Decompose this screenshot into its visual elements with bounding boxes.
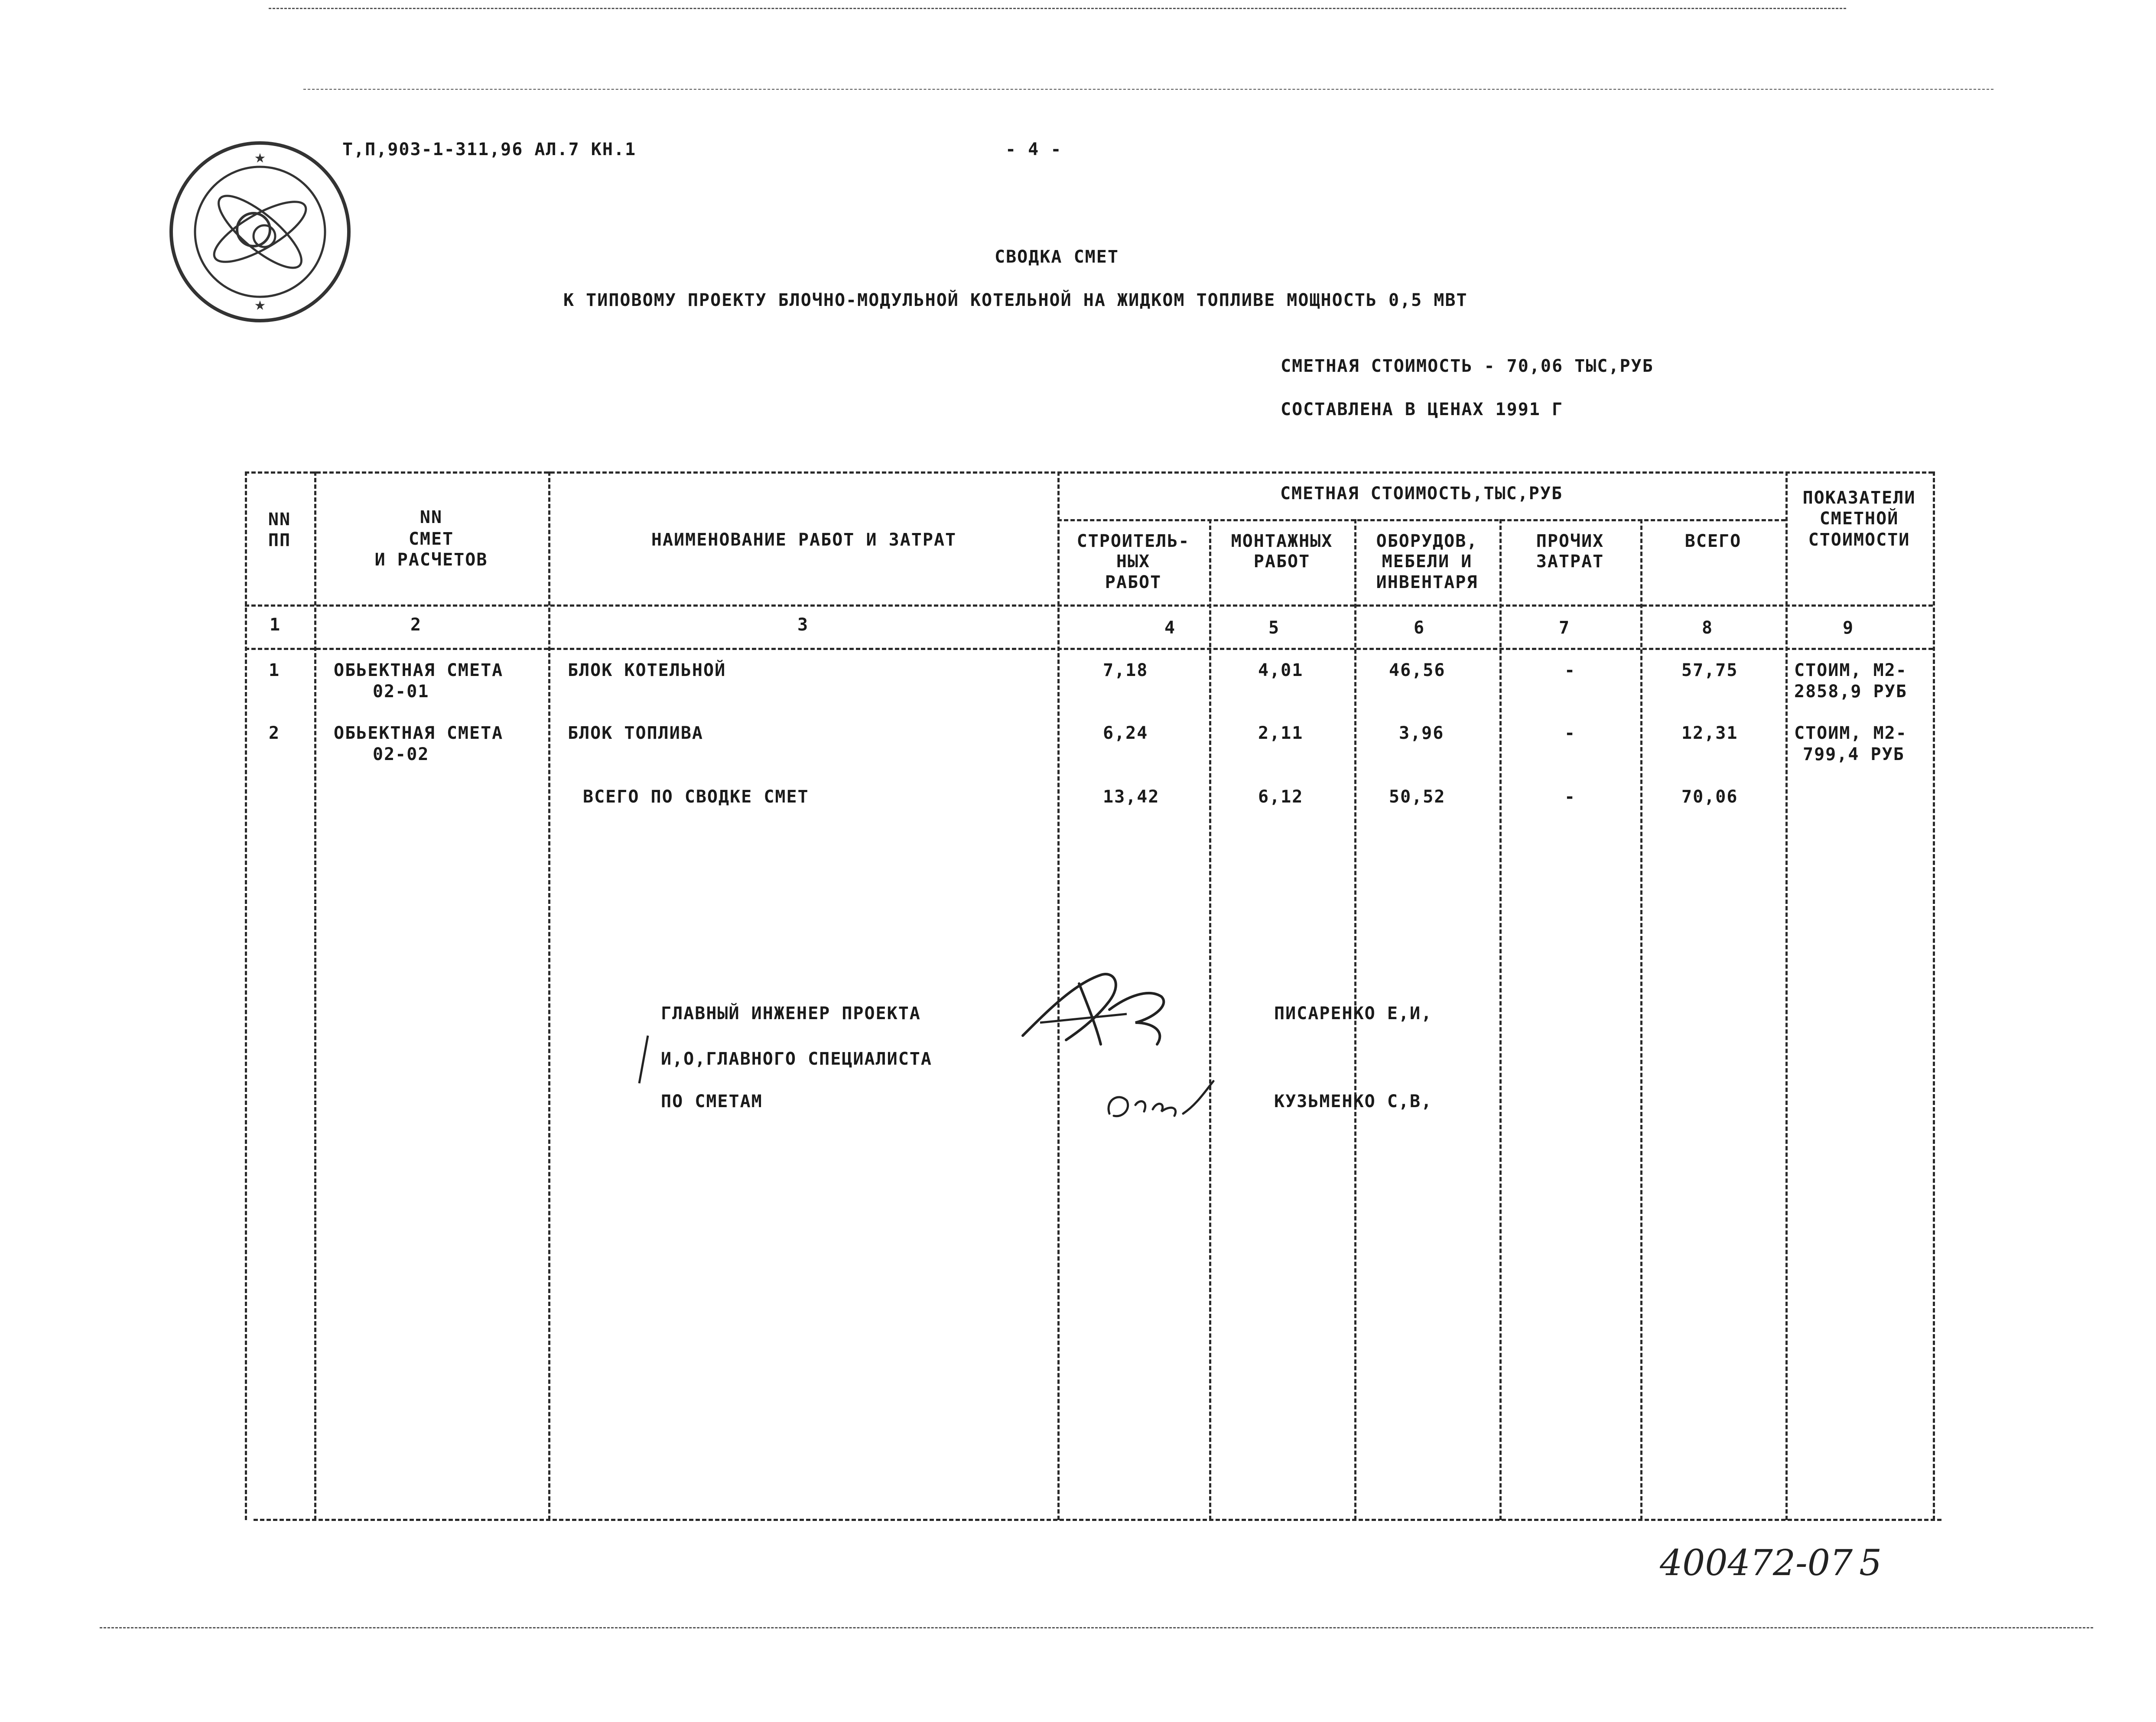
construction-cost: 6,24: [1103, 723, 1148, 743]
col-header-5-line1: МОНТАЖНЫХ: [1231, 531, 1333, 551]
group-header-cost: СМЕТНАЯ СТОИМОСТЬ,ТЫС,РУБ: [1280, 484, 1563, 504]
signature-estimates-specialist: [1101, 1075, 1222, 1135]
price-level-line: СОСТАВЛЕНА В ЦЕНАХ 1991 Г: [1281, 400, 1564, 419]
col-header-7-line1: ПРОЧИХ: [1536, 531, 1604, 551]
indicator-line1: СТОИМ, М2-: [1794, 723, 1907, 743]
estimate-ref-line1: ОБЬЕКТНАЯ СМЕТА: [334, 660, 504, 680]
indicator-line1: СТОИМ, М2-: [1794, 660, 1907, 680]
header-bottom-line: [245, 604, 1933, 607]
estimated-cost-line: СМЕТНАЯ СТОИМОСТЬ - 70,06 ТЫС,РУБ: [1281, 356, 1654, 376]
col-header-2-line1: NN: [419, 507, 443, 527]
work-name: БЛОК КОТЕЛЬНОЙ: [568, 660, 726, 680]
group-header-divider: [1057, 519, 1785, 521]
col-line-0: [245, 471, 247, 1520]
other-cost: -: [1564, 723, 1576, 743]
construction-cost: 7,18: [1103, 660, 1148, 680]
signature-chief-engineer: [1014, 958, 1187, 1057]
summary-installation-cost: 6,12: [1258, 787, 1304, 807]
other-cost: -: [1564, 660, 1576, 680]
table-border-top: [245, 471, 1933, 474]
summary-other-cost: -: [1564, 787, 1576, 807]
summary-construction-cost: 13,42: [1103, 787, 1160, 807]
work-name: БЛОК ТОПЛИВА: [568, 723, 703, 743]
indicator-line2: 799,4 РУБ: [1803, 744, 1905, 764]
signatory-role-estimates-line1: И,О,ГЛАВНОГО СПЕЦИАЛИСТА: [661, 1049, 932, 1069]
col-header-9-line3: СТОИМОСТИ: [1808, 530, 1910, 550]
col-header-9-line2: СМЕТНОЙ: [1819, 509, 1899, 529]
col-line-8: [1785, 471, 1788, 1520]
col-number-6: 6: [1413, 618, 1425, 638]
col-header-1-line1: NN: [268, 510, 291, 530]
scan-line-top: [269, 8, 1846, 9]
col-line-6: [1499, 519, 1502, 1520]
col-number-1: 1: [269, 615, 281, 635]
estimate-ref-line2: 02-02: [373, 744, 429, 764]
scan-line-bottom: [100, 1627, 2093, 1628]
table-border-bottom: [254, 1519, 1941, 1521]
col-number-2: 2: [410, 615, 422, 635]
col-header-7-line2: ЗАТРАТ: [1536, 552, 1604, 572]
installation-cost: 4,01: [1258, 660, 1304, 680]
col-header-2-line2: СМЕТ: [408, 529, 454, 549]
signatory-role-estimates-line2: ПО СМЕТАМ: [661, 1092, 763, 1111]
col-header-6-line1: ОБОРУДОВ,: [1376, 531, 1478, 551]
signatory-name-estimates: КУЗЬМЕНКО С,В,: [1274, 1092, 1433, 1111]
equipment-cost: 46,56: [1389, 660, 1446, 680]
col-line-7: [1640, 519, 1642, 1520]
col-line-4: [1209, 519, 1211, 1520]
document-title: СВОДКА СМЕТ: [995, 247, 1119, 267]
svg-text:★: ★: [254, 151, 266, 166]
row-number: 1: [269, 660, 280, 680]
inventory-number-handwritten: 400472-07: [1660, 1543, 1853, 1584]
scan-line-top2: [303, 89, 1993, 90]
total-cost: 12,31: [1681, 723, 1738, 743]
col-header-4-line1: СТРОИТЕЛЬ-: [1076, 531, 1190, 551]
estimate-ref-line2: 02-01: [373, 682, 429, 702]
col-header-5-line2: РАБОТ: [1253, 552, 1311, 572]
col-number-8: 8: [1701, 618, 1714, 638]
col-header-1-line2: ПП: [268, 530, 291, 550]
col-header-4-line3: РАБОТ: [1105, 572, 1162, 592]
sheet-number-handwritten: 5: [1859, 1543, 1882, 1584]
col-numbers-bottom-line: [245, 648, 1933, 650]
col-header-3: НАИМЕНОВАНИЕ РАБОТ И ЗАТРАТ: [651, 530, 957, 550]
indicator-line2: 2858,9 РУБ: [1794, 682, 1907, 702]
col-header-8: ВСЕГО: [1684, 531, 1742, 551]
col-header-6-line3: ИНВЕНТАРЯ: [1376, 572, 1478, 592]
signature-slash-mark: [635, 1033, 652, 1085]
col-header-6-line2: МЕБЕЛИ И: [1382, 552, 1473, 572]
col-line-1: [314, 471, 316, 1520]
stamp-seal: [165, 136, 355, 327]
col-header-2-line3: И РАСЧЕТОВ: [374, 550, 488, 570]
col-line-9: [1933, 471, 1935, 1520]
col-header-9-line1: ПОКАЗАТЕЛИ: [1802, 488, 1916, 508]
summary-equipment-cost: 50,52: [1389, 787, 1446, 807]
col-number-4: 4: [1164, 618, 1176, 638]
total-cost: 57,75: [1681, 660, 1738, 680]
summary-label: ВСЕГО ПО СВОДКЕ СМЕТ: [583, 787, 809, 807]
col-number-9: 9: [1842, 618, 1854, 638]
col-line-2: [548, 471, 550, 1520]
summary-total-cost: 70,06: [1681, 787, 1738, 807]
col-number-3: 3: [797, 615, 809, 635]
svg-text:★: ★: [254, 298, 266, 313]
equipment-cost: 3,96: [1399, 723, 1444, 743]
estimate-ref-line1: ОБЬЕКТНАЯ СМЕТА: [334, 723, 504, 743]
signatory-role-chief-engineer: ГЛАВНЫЙ ИНЖЕНЕР ПРОЕКТА: [661, 1004, 921, 1023]
installation-cost: 2,11: [1258, 723, 1304, 743]
page-number: - 4 -: [1005, 140, 1062, 159]
row-number: 2: [269, 723, 280, 743]
signatory-name-chief-engineer: ПИСАРЕНКО Е,И,: [1274, 1004, 1433, 1023]
col-number-5: 5: [1268, 618, 1280, 638]
document-subtitle: К ТИПОВОМУ ПРОЕКТУ БЛОЧНО-МОДУЛЬНОЙ КОТЕЛЬНОЙ НА ЖИДКОМ ТОПЛИВЕ МОЩНОСТЬ 0,5 МВТ: [563, 290, 1468, 310]
document-code: Т,П,903-1-311,96 АЛ.7 КН.1: [342, 140, 637, 159]
col-header-4-line2: НЫХ: [1116, 552, 1151, 572]
col-number-7: 7: [1558, 618, 1571, 638]
